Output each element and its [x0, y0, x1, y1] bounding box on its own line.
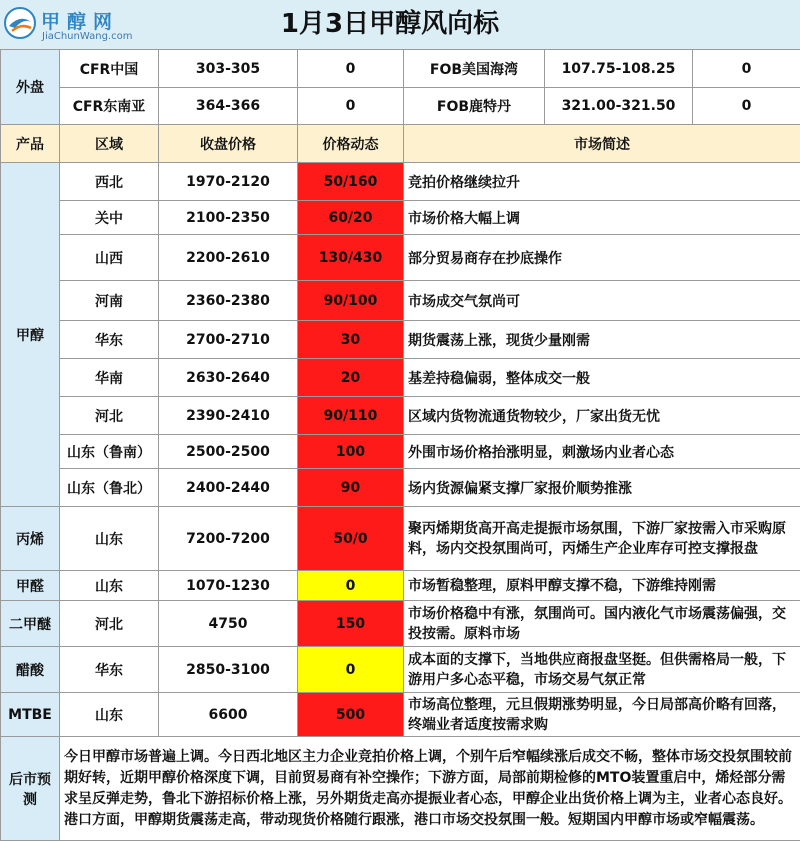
close-price: 2100-2350	[159, 201, 298, 235]
region: 山西	[60, 235, 159, 281]
table-row	[1, 201, 800, 235]
market-summary: 场内货源偏紧支撑厂家报价顺势推涨	[404, 469, 800, 507]
table-row	[1, 571, 800, 601]
table-row	[1, 601, 800, 647]
overseas-right-price: 107.75-108.25	[545, 50, 693, 88]
close-price: 6600	[159, 693, 298, 737]
table-row	[1, 359, 800, 397]
page-title: 1月3日甲醇风向标	[280, 9, 500, 39]
overseas-row	[1, 50, 800, 88]
forecast-label: 后市预测	[1, 737, 60, 841]
overseas-left-change: 0	[298, 88, 404, 125]
price-change: 0	[298, 647, 404, 693]
product-formaldehyde: 甲醛	[1, 571, 60, 601]
brand-name: 甲醇网	[41, 11, 120, 33]
column-header-row	[1, 125, 800, 163]
overseas-right-name: FOB美国海湾	[404, 50, 545, 88]
market-summary: 市场价格稳中有涨，氛围尚可。国内液化气市场震荡偏强，交投按需。原料市场	[404, 601, 800, 647]
close-price: 1970-2120	[159, 163, 298, 201]
market-summary: 竞拍价格继续拉升	[404, 163, 800, 201]
market-summary: 聚丙烯期货高开高走提振市场氛围，下游厂家按需入市采购原料，场内交投氛围尚可，丙烯生产企业库存可控支撑报盘	[404, 507, 800, 571]
table-row	[1, 507, 800, 571]
region: 山东	[60, 571, 159, 601]
overseas-right-price: 321.00-321.50	[545, 88, 693, 125]
table-row	[1, 321, 800, 359]
brand-domain: JiaChunWang.com	[42, 31, 133, 42]
market-summary: 期货震荡上涨，现货少量刚需	[404, 321, 800, 359]
table-row	[1, 397, 800, 435]
close-price: 4750	[159, 601, 298, 647]
table-row	[1, 469, 800, 507]
region: 西北	[60, 163, 159, 201]
overseas-right-change: 0	[693, 88, 800, 125]
price-change: 20	[298, 359, 404, 397]
product-dme: 二甲醚	[1, 601, 60, 647]
header-change: 价格动态	[298, 125, 404, 163]
price-change: 90/100	[298, 281, 404, 321]
overseas-left-price: 364-366	[159, 88, 298, 125]
table-row	[1, 647, 800, 693]
overseas-row	[1, 88, 800, 125]
close-price: 7200-7200	[159, 507, 298, 571]
market-summary: 市场高位整理，元旦假期涨势明显，今日局部高价略有回落，终端业者适度按需求购	[404, 693, 800, 737]
price-change: 50/0	[298, 507, 404, 571]
region: 河北	[60, 601, 159, 647]
overseas-right-change: 0	[693, 50, 800, 88]
price-change: 0	[298, 571, 404, 601]
close-price: 2850-3100	[159, 647, 298, 693]
header-product: 产品	[1, 125, 60, 163]
product-acetic-acid: 醋酸	[1, 647, 60, 693]
region: 河北	[60, 397, 159, 435]
price-change: 100	[298, 435, 404, 469]
region: 山东（鲁北）	[60, 469, 159, 507]
market-summary: 外围市场价格抬涨明显，刺激场内业者心态	[404, 435, 800, 469]
price-change: 150	[298, 601, 404, 647]
overseas-right-name: FOB鹿特丹	[404, 88, 545, 125]
market-summary: 市场价格大幅上调	[404, 201, 800, 235]
overseas-left-price: 303-305	[159, 50, 298, 88]
table-row	[1, 163, 800, 201]
market-summary: 区域内货物流通货物较少，厂家出货无忧	[404, 397, 800, 435]
close-price: 2630-2640	[159, 359, 298, 397]
price-change: 50/160	[298, 163, 404, 201]
product-methanol: 甲醇	[1, 163, 60, 507]
logo-icon	[3, 6, 37, 40]
close-price: 2200-2610	[159, 235, 298, 281]
overseas-left-name: CFR中国	[60, 50, 159, 88]
region: 河南	[60, 281, 159, 321]
table-row	[1, 235, 800, 281]
product-mtbe: MTBE	[1, 693, 60, 737]
region: 山东	[60, 693, 159, 737]
close-price: 2400-2440	[159, 469, 298, 507]
market-summary: 部分贸易商存在抄底操作	[404, 235, 800, 281]
price-change: 130/430	[298, 235, 404, 281]
region: 山东	[60, 507, 159, 571]
header-summary: 市场简述	[404, 125, 800, 163]
price-change: 60/20	[298, 201, 404, 235]
price-change: 30	[298, 321, 404, 359]
header-banner	[0, 0, 800, 50]
region: 山东（鲁南）	[60, 435, 159, 469]
region: 华东	[60, 647, 159, 693]
region: 关中	[60, 201, 159, 235]
overseas-left-change: 0	[298, 50, 404, 88]
brand-logo[interactable]	[3, 6, 151, 44]
market-summary: 市场成交气氛尚可	[404, 281, 800, 321]
market-summary: 基差持稳偏弱，整体成交一般	[404, 359, 800, 397]
market-summary: 成本面的支撑下，当地供应商报盘坚挺。但供需格局一般，下游用户多心态平稳，市场交易气氛正常	[404, 647, 800, 693]
header-region: 区域	[60, 125, 159, 163]
close-price: 2390-2410	[159, 397, 298, 435]
overseas-left-name: CFR东南亚	[60, 88, 159, 125]
close-price: 2700-2710	[159, 321, 298, 359]
forecast-row	[1, 737, 800, 841]
price-table	[0, 49, 800, 841]
close-price: 2360-2380	[159, 281, 298, 321]
market-summary: 市场暂稳整理，原料甲醇支撑不稳，下游维持刚需	[404, 571, 800, 601]
header-price: 收盘价格	[159, 125, 298, 163]
price-change: 90	[298, 469, 404, 507]
table-row	[1, 435, 800, 469]
price-change: 90/110	[298, 397, 404, 435]
product-propylene: 丙烯	[1, 507, 60, 571]
close-price: 2500-2500	[159, 435, 298, 469]
table-row	[1, 281, 800, 321]
overseas-label: 外盘	[1, 50, 60, 125]
close-price: 1070-1230	[159, 571, 298, 601]
price-change: 500	[298, 693, 404, 737]
forecast-text: 今日甲醇市场普遍上调。今日西北地区主力企业竞拍价格上调，个别午后窄幅续涨后成交不畅，整体市场交投氛围较前期好转，近期甲醇价格深度下调，目前贸易商有补空操作；下游方面，局部前期检修的MTO装置重启中，烯烃部分需求呈反弹走势，鲁北下游招标价格上涨，另外期货走高亦提振业者心态，甲醇企业出货价格上调为主，业者心态良好。港口方面，甲醇期货震荡走高，带动现货价格随行跟涨，港口市场交投氛围一般。短期国内甲醇市场或窄幅震荡。	[60, 737, 800, 841]
region: 华东	[60, 321, 159, 359]
region: 华南	[60, 359, 159, 397]
table-row	[1, 693, 800, 737]
